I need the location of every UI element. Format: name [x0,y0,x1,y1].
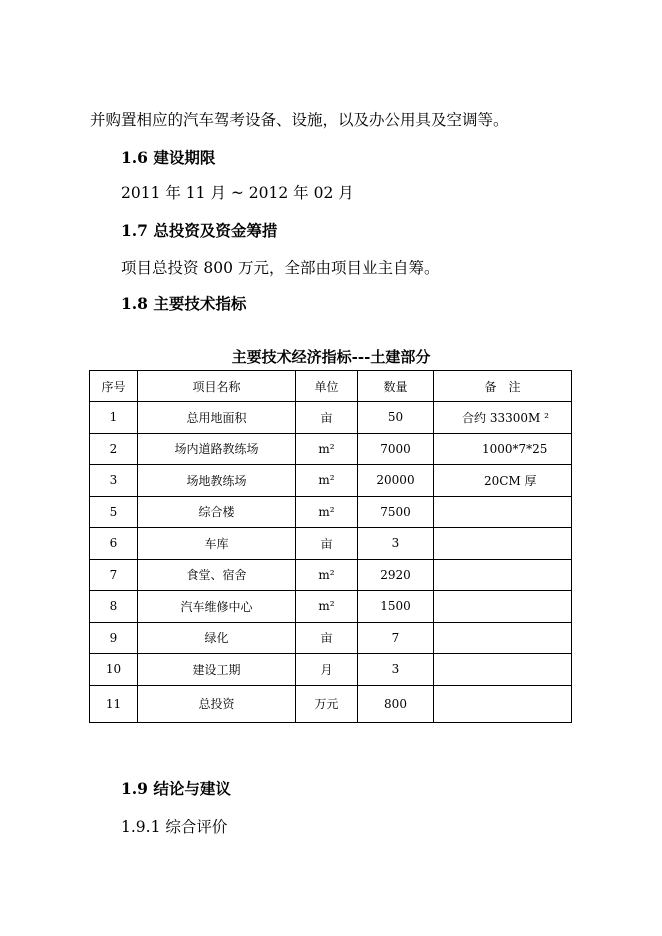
cell-item-name: 绿化 [138,622,296,654]
cell-index: 10 [90,654,138,686]
cell-unit: m² [296,496,358,528]
cell-unit: 月 [296,654,358,686]
paragraph-period-dates: 2011 年 11 月 ~ 2012 年 02 月 [121,184,354,202]
cell-unit: 亩 [296,402,358,434]
cell-index: 11 [90,685,138,722]
cell-unit: m² [296,591,358,623]
heading-tech-indicators: 1.8 主要技术指标 [121,294,247,313]
cell-unit: 亩 [296,622,358,654]
cell-unit: m² [296,465,358,497]
paragraph-equipment: 并购置相应的汽车驾考设备、设施，以及办公用具及空调等。 [90,111,509,129]
cell-index: 8 [90,591,138,623]
table-row [90,433,572,465]
cell-quantity: 7500 [358,496,434,528]
cell-quantity: 2920 [358,559,434,591]
cell-remarks: 20CM 厚 [434,465,572,497]
cell-item-name: 总投资 [138,685,296,722]
cell-remarks [434,622,572,654]
table-row [90,559,572,591]
cell-item-name: 总用地面积 [138,402,296,434]
heading-investment: 1.7 总投资及资金筹措 [121,221,278,240]
table-row [90,496,572,528]
cell-item-name: 汽车维修中心 [138,591,296,623]
cell-index: 7 [90,559,138,591]
cell-unit: m² [296,559,358,591]
cell-index: 1 [90,402,138,434]
heading-construction-period: 1.6 建设期限 [121,148,216,167]
header-index: 序号 [90,371,138,402]
cell-remarks: 1000*7*25 [434,433,572,465]
cell-item-name: 食堂、宿舍 [138,559,296,591]
cell-item-name: 建设工期 [138,654,296,686]
cell-unit: 亩 [296,528,358,560]
heading-conclusions: 1.9 结论与建议 [121,779,231,798]
cell-remarks [434,685,572,722]
cell-remarks [434,654,572,686]
table-row [90,402,572,434]
cell-item-name: 综合楼 [138,496,296,528]
cell-quantity: 20000 [358,465,434,497]
table-row [90,685,572,722]
cell-quantity: 3 [358,654,434,686]
cell-quantity: 800 [358,685,434,722]
cell-quantity: 7 [358,622,434,654]
header-item-name: 项目名称 [138,371,296,402]
table-row [90,465,572,497]
cell-remarks [434,528,572,560]
paragraph-investment: 项目总投资 800 万元，全部由项目业主自筹。 [121,259,440,277]
cell-quantity: 3 [358,528,434,560]
cell-item-name: 场内道路教练场 [138,433,296,465]
cell-remarks [434,591,572,623]
cell-item-name: 车库 [138,528,296,560]
cell-remarks [434,559,572,591]
cell-index: 2 [90,433,138,465]
cell-remarks: 合约 33300M ² [434,402,572,434]
table-row [90,528,572,560]
cell-index: 6 [90,528,138,560]
table-row [90,591,572,623]
cell-index: 5 [90,496,138,528]
cell-index: 3 [90,465,138,497]
cell-remarks [434,496,572,528]
table-row [90,622,572,654]
cell-quantity: 7000 [358,433,434,465]
cell-unit: m² [296,433,358,465]
header-remarks: 备 注 [434,371,572,402]
cell-unit: 万元 [296,685,358,722]
table-row [90,654,572,686]
header-quantity: 数量 [358,371,434,402]
cell-quantity: 1500 [358,591,434,623]
heading-overall-evaluation: 1.9.1 综合评价 [121,818,228,836]
indicators-table [89,370,572,723]
table-header-row [90,371,572,402]
cell-item-name: 场地教练场 [138,465,296,497]
header-unit: 单位 [296,371,358,402]
table-title: 主要技术经济指标---土建部分 [231,348,431,366]
cell-quantity: 50 [358,402,434,434]
cell-index: 9 [90,622,138,654]
